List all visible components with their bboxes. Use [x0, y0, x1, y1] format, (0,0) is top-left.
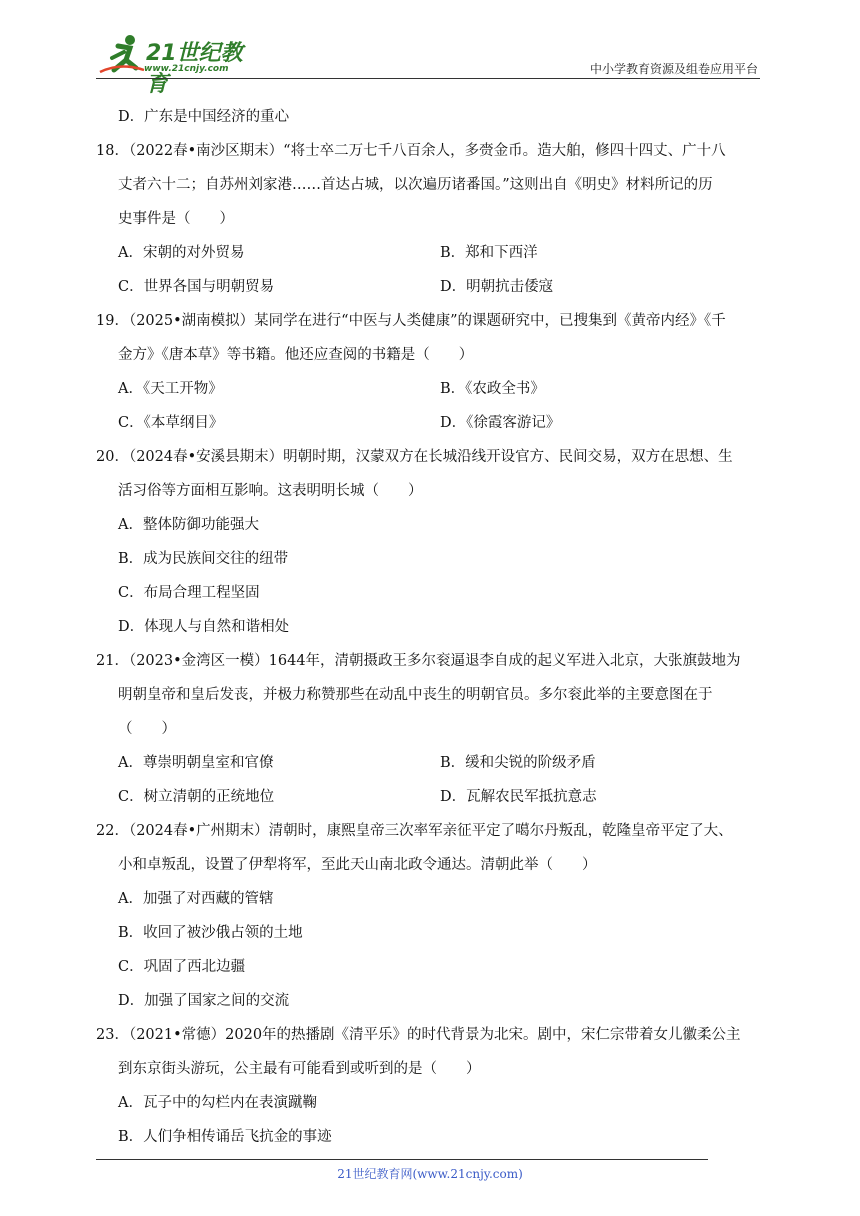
question-text-line: 18．（2022春•南沙区期末）“将士卒二万七千八百余人，多赍金币。造大舶，修四十四丈、广十八	[96, 143, 726, 159]
question	[96, 134, 766, 304]
question-text-line: 到东京街头游玩，公主最有可能看到或听到的是（ ）	[118, 1061, 481, 1077]
question-list	[96, 100, 766, 1154]
answer-option: B．郑和下西洋	[440, 245, 538, 261]
answer-option: D．加强了国家之间的交流	[118, 993, 290, 1009]
question-text-line: （ ）	[118, 721, 176, 737]
previous-option: D．广东是中国经济的重心	[118, 109, 290, 125]
answer-option: D．明朝抗击倭寇	[440, 279, 554, 295]
question-text-line: 21．（2023•金湾区一模）1644年，清朝摄政王多尔衮逼退李自成的起义军进入北京，大张旗鼓地为	[96, 653, 741, 669]
option-row	[96, 406, 766, 440]
answer-option: A．整体防御功能强大	[118, 517, 259, 533]
answer-option: B．《农政全书》	[440, 381, 545, 397]
answer-option: A．瓦子中的勾栏内在表演蹴鞠	[118, 1095, 317, 1111]
answer-option: D．《徐霞客游记》	[440, 415, 561, 431]
answer-option: B．成为民族间交往的纽带	[118, 551, 289, 567]
answer-option: B．收回了被沙俄占领的土地	[118, 925, 303, 941]
answer-option: D．体现人与自然和谐相处	[118, 619, 290, 635]
question-text-line: 20．（2024春•安溪县期末）明朝时期，汉蒙双方在长城沿线开设官方、民间交易，双方在思想、生	[96, 449, 733, 465]
answer-option: A．《天工开物》	[118, 381, 223, 397]
question-text-line: 丈者六十二；自苏州刘家港……首达占城，以次遍历诸番国。”这则出自《明史》材料所记的历	[118, 177, 713, 193]
logo	[96, 32, 256, 97]
answer-option: B．人们争相传诵岳飞抗金的事迹	[118, 1129, 332, 1145]
answer-option: D．瓦解农民军抵抗意志	[440, 789, 597, 805]
option-row	[96, 372, 766, 406]
answer-option: A．尊崇明朝皇室和官僚	[118, 755, 274, 771]
answer-option: A．宋朝的对外贸易	[118, 245, 245, 261]
page-footer[interactable]: 21世纪教育网(www.21cnjy.com)	[337, 1167, 523, 1181]
answer-option: C．世界各国与明朝贸易	[118, 279, 275, 295]
logo-url: www.21cnjy.com	[144, 64, 229, 74]
answer-option: C．树立清朝的正统地位	[118, 789, 275, 805]
answer-option: C．布局合理工程坚固	[118, 585, 260, 601]
question-text-line: 史事件是（ ）	[118, 211, 234, 227]
question-text-line: 金方》《唐本草》等书籍。他还应查阅的书籍是（ ）	[118, 347, 474, 363]
question-text-line: 22．（2024春•广州期末）清朝时，康熙皇帝三次率军亲征平定了噶尔丹叛乱，乾隆皇帝平定了大、	[96, 823, 733, 839]
option-row	[96, 236, 766, 270]
question-text-line: 明朝皇帝和皇后发丧，并极力称赞那些在动乱中丧生的明朝官员。多尔衮此举的主要意图在于	[118, 687, 713, 703]
logo-text: 21世纪教育	[146, 41, 243, 97]
answer-option: A．加强了对西藏的管辖	[118, 891, 274, 907]
answer-option: B．缓和尖锐的阶级矛盾	[440, 755, 596, 771]
option-row	[96, 746, 766, 780]
platform-title: 中小学教育资源及组卷应用平台	[589, 62, 758, 76]
option-row	[96, 270, 766, 304]
option-row	[96, 780, 766, 814]
question	[96, 304, 766, 440]
answer-option: C．巩固了西北边疆	[118, 959, 246, 975]
question	[96, 1018, 766, 1154]
footer-divider	[96, 1159, 708, 1160]
question-text-line: 小和卓叛乱，设置了伊犁将军，至此天山南北政令通达。清朝此举（ ）	[118, 857, 597, 873]
question	[96, 814, 766, 1018]
question-text-line: 活习俗等方面相互影响。这表明明长城（ ）	[118, 483, 423, 499]
question-text-line: 23．（2021•常德）2020年的热播剧《清平乐》的时代背景为北宋。剧中，宋仁宗带着女儿徽柔公主	[96, 1027, 741, 1043]
question	[96, 644, 766, 814]
runner-logo-icon	[96, 32, 146, 76]
question	[96, 440, 766, 644]
answer-option: C．《本草纲目》	[118, 415, 224, 431]
page-header	[96, 28, 760, 97]
header-divider	[96, 78, 760, 79]
question-text-line: 19．（2025•湖南模拟）某同学在进行“中医与人类健康”的课题研究中，已搜集到《黄帝内经》《千	[96, 313, 726, 329]
